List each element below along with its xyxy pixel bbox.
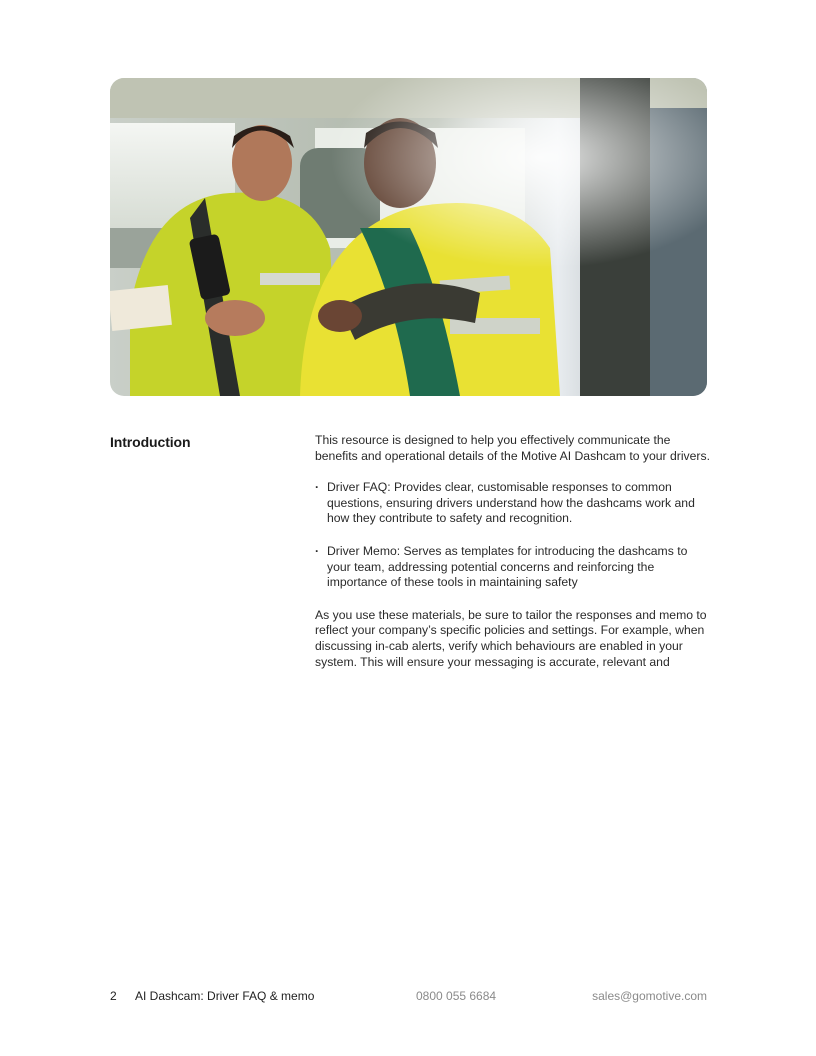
- usage-paragraph: As you use these materials, be sure to tailor the responses and memo to reflect your company’s specific policies and settings. For example, when discussing in-cab alerts, verify which behaviours are enabled in your system. This will ensure your messaging is accurate, relevant and: [315, 607, 707, 669]
- resource-list: [315, 480, 710, 591]
- hero-photo: [110, 78, 707, 396]
- intro-paragraph: This resource is designed to help you effectively communicate the benefits and operational details of the Motive AI Dashcam to your drivers.: [315, 433, 710, 463]
- section-body: [315, 433, 710, 670]
- contact-phone: 0800 055 6684: [416, 989, 497, 1003]
- section-heading: Introduction: [110, 434, 191, 450]
- document-title: AI Dashcam: Driver FAQ & memo: [135, 989, 315, 1003]
- bullet-driver-faq: · Driver FAQ: Provides clear, customisable responses to common questions, ensuring drivers understand how the dashcams work and how they contribute to safety and recognition.: [315, 480, 710, 527]
- page-number: 2: [110, 989, 117, 1003]
- drivers-photo-illustration: [110, 78, 707, 396]
- page-footer: [110, 989, 707, 1005]
- contact-email: sales@gomotive.com: [592, 989, 707, 1003]
- bullet-driver-memo: · Driver Memo: Serves as templates for introducing the dashcams to your team, addressing potential concerns and reinforcing the importance of these tools in maintaining safety: [315, 544, 710, 591]
